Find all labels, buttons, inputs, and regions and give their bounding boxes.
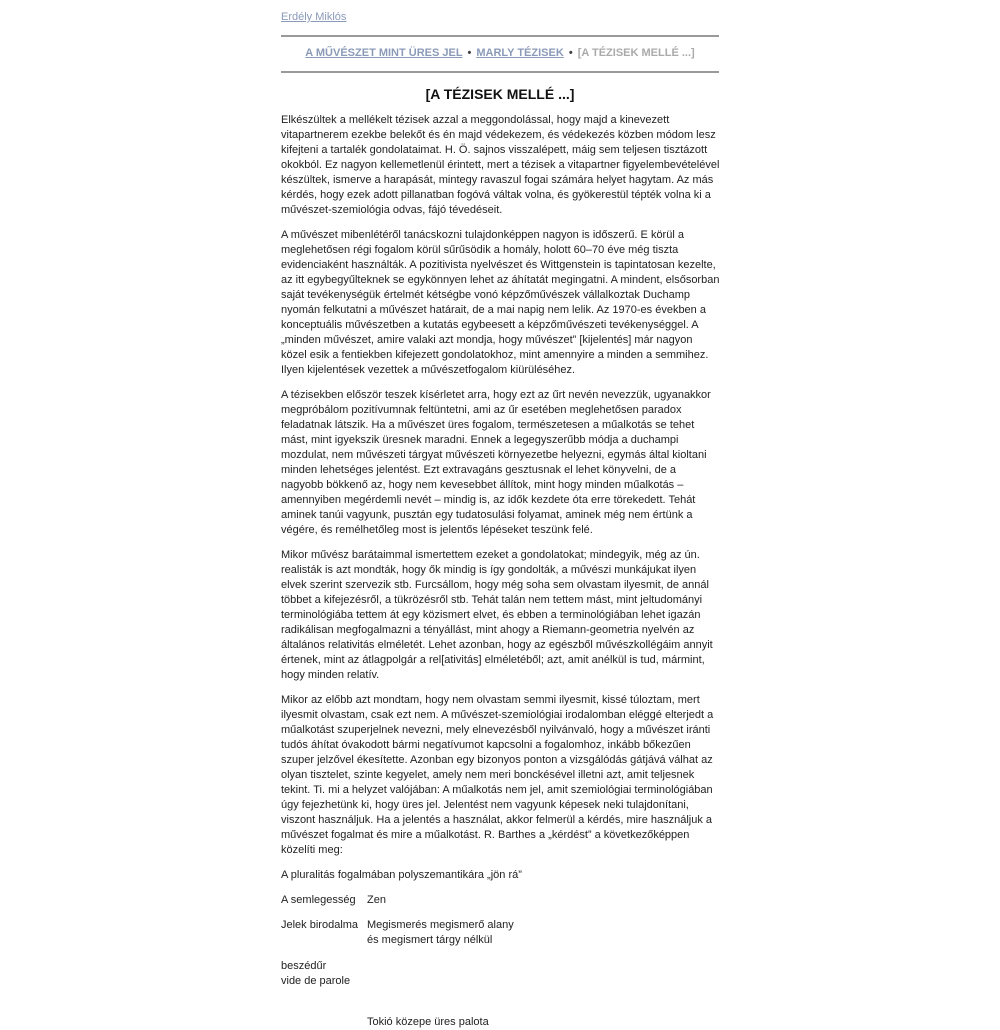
page-title: [A TÉZISEK MELLÉ ...] — [425, 86, 575, 102]
poem-right-cell: Zen — [367, 894, 386, 906]
poem-row — [281, 918, 721, 948]
poem-right-cell — [367, 918, 721, 948]
bottom-divider — [281, 71, 719, 73]
poem-stack — [281, 959, 721, 989]
paragraph: A tézisekben először teszek kísérletet arra, hogy ezt az űrt nevén nevezzük, ugyanakkor megpróbálom pozitívumnak feltüntetni, ami az űr esetében meglehetősen paradox feladatnak látszik. Ha a művészet üres fogalom, természetesen a műalkotás se tehet mást, mint igyekszik üresnek maradni. Ennek a legegyszerűbb módja a duchampi mozdulat, nem művészeti tárgyat művészeti környezetbe helyezni, egymás által kioltani minden lehetséges jelentést. Ezt extravagáns gesztusnak el lehet könyvelni, de a nagyobb bökkenő az, hogy nem kevesebbet állítok, mint hogy minden műalkotás – amennyiben megérdemli nevét – mindig is, az idők kezdete óta erre törekedett. Tehát aminek tanúi vagyunk, pusztán egy tudatosulási folyamat, aminek még nem értünk a végére, és remélhetőleg most is jelentős lépéseket teszünk felé. — [281, 389, 711, 536]
breadcrumb — [281, 46, 719, 60]
breadcrumb-current: [A TÉZISEK MELLÉ ...] — [577, 47, 695, 59]
paragraph: Mikor művész barátaimmal ismertettem ezeket a gondolatokat; mindegyik, még az ún. realisták is azt mondták, hogy ők mindig is így gondolták, a művészi munkájukat ilyen elvek szerint szervezik stb. Furcsállom, hogy még soha sem olvastam ilyesmit, de annál többet a kifejezésről, a tükrözésről stb. Tehát talán nem tettem mást, mint jeltudományi terminológiába tettem át egy közismert elvet, és ebben a terminológiában lehet igazán radikálisan megfogalmazni a tényállást, mint ahogy a Riemann-geometria nyelvén az általános relativitás elméletét. Lehet azonban, hogy az egészből művészkollégáim annyit értenek, mint az átlagpolgár a rel[ativitás] elméletéből; azt, amit anélkül is tud, mármint, hogy minden relatív. — [281, 549, 713, 681]
breadcrumb-link-muveszet[interactable]: A MŰVÉSZET MINT ÜRES JEL — [305, 47, 463, 59]
poem-stack-line: beszédűr — [281, 960, 327, 972]
top-divider — [281, 35, 719, 37]
poem-line: Tokió közepe üres palota — [367, 1016, 489, 1028]
poem-line: A pluralitás fogalmában polyszemantikára „jön rá” — [281, 869, 522, 881]
poem-row — [281, 893, 721, 908]
paragraph: Elkészültek a mellékelt tézisek azzal a meggondolással, hogy majd a kinevezett vitapartnerem ezekbe belekőt és én majd védekezem, és védekezés közben módom lesz kifejteni a tartalék gondolataimat. H. Ö. sajnos visszalépett, máig sem teljesen tisztázott okokból. Ez nagyon kellemetlenül érintett, mert a tézisek a vitapartner figyelembevételével készültek, ismerve a harapását, mintegy ravaszul fogai számára helyet hagytam. Az más kérdés, hogy ezek adott pillanatban fogóvá váltak volna, és gyökerestül tépték volna ki a művészet-szemiológia odvas, fájó tévedéseit. — [281, 114, 720, 216]
breadcrumb-separator: • — [467, 47, 472, 59]
breadcrumb-separator: • — [568, 47, 573, 59]
paragraph: A művészet mibenlétéről tanácskozni tulajdonképpen nagyon is időszerű. E körül a meglehetősen régi fogalom körül sűrűsödik a homály, holott 60–70 éve még tiszta evidenciaként használták. A pozitivista nyelvészet és Wittgenstein is tapintatosan kezelte, az itt egybegyűlteknek se egykönnyen lehet az áhítatát megingatni. A mindent, elsősorban saját tevékenységük értelmét kétségbe vonó képzőművészek vállalkoztak Duchamp nyomán felkutatni a művészet határait, de a mai napig nem lelik. Az 1970-es években a konceptuális művészetben a kutatás egybeesett a képzőművészeti tevékenységgel. A „minden művészet, amire valaki azt mondja, hogy művészet” [kijelentés] már nagyon közel esik a fentiekben kifejezett gondolatokhoz, mint amennyire a minden a semmihez. Ilyen kijelentések vezettek a művészetfogalom kiürüléséhez. — [281, 229, 720, 376]
author-link[interactable]: Erdély Miklós — [281, 11, 347, 23]
poem-stack-line: vide de parole — [281, 975, 351, 987]
article-body — [281, 113, 721, 1030]
poem-right-line: Megismerés megismerő alany — [367, 919, 514, 931]
paragraph: Mikor az előbb azt mondtam, hogy nem olvastam semmi ilyesmit, kissé túloztam, mert ilyesmit olvastam, csak ezt nem. A művészet-szemiológiai irodalomban eléggé elterjedt a műalkotást szuperjelnek nevezni, mely elnevezésből nyilvánvaló, hogy a művészet iránti tudós áhítat óvakodott bármi negatívumot kapcsolni a fogalomhoz, inkább bőkezűen szuper jelzővel ékesítette. Azonban egy bizonyos ponton a vizsgálódás gátjává válhat az olyan tisztelet, szinte kegyelet, amely nem meri bonckésével illetni azt, amit teljesnek tekint. Ti. mi a helyzet valójában: A műalkotás nem jel, amit szemiológiai terminológiában úgy fejezhetünk ki, hogy üres jel. Jelentést nem vagyunk képesek neki tulajdonítani, viszont használjuk. Ha a jelentés a használat, akkor felmerül a kérdés, mire használjuk a művészet fogalmat és mire a műalkotást. R. Barthes a „kérdést” a következőképpen közelíti meg: — [281, 694, 714, 856]
poem-left-cell: Jelek birodalma — [281, 919, 359, 931]
poem-right-line: és megismert tárgy nélkül — [367, 934, 493, 946]
breadcrumb-link-marly[interactable]: MARLY TÉZISEK — [476, 47, 564, 59]
poem-left-cell: A semlegesség — [281, 894, 356, 906]
